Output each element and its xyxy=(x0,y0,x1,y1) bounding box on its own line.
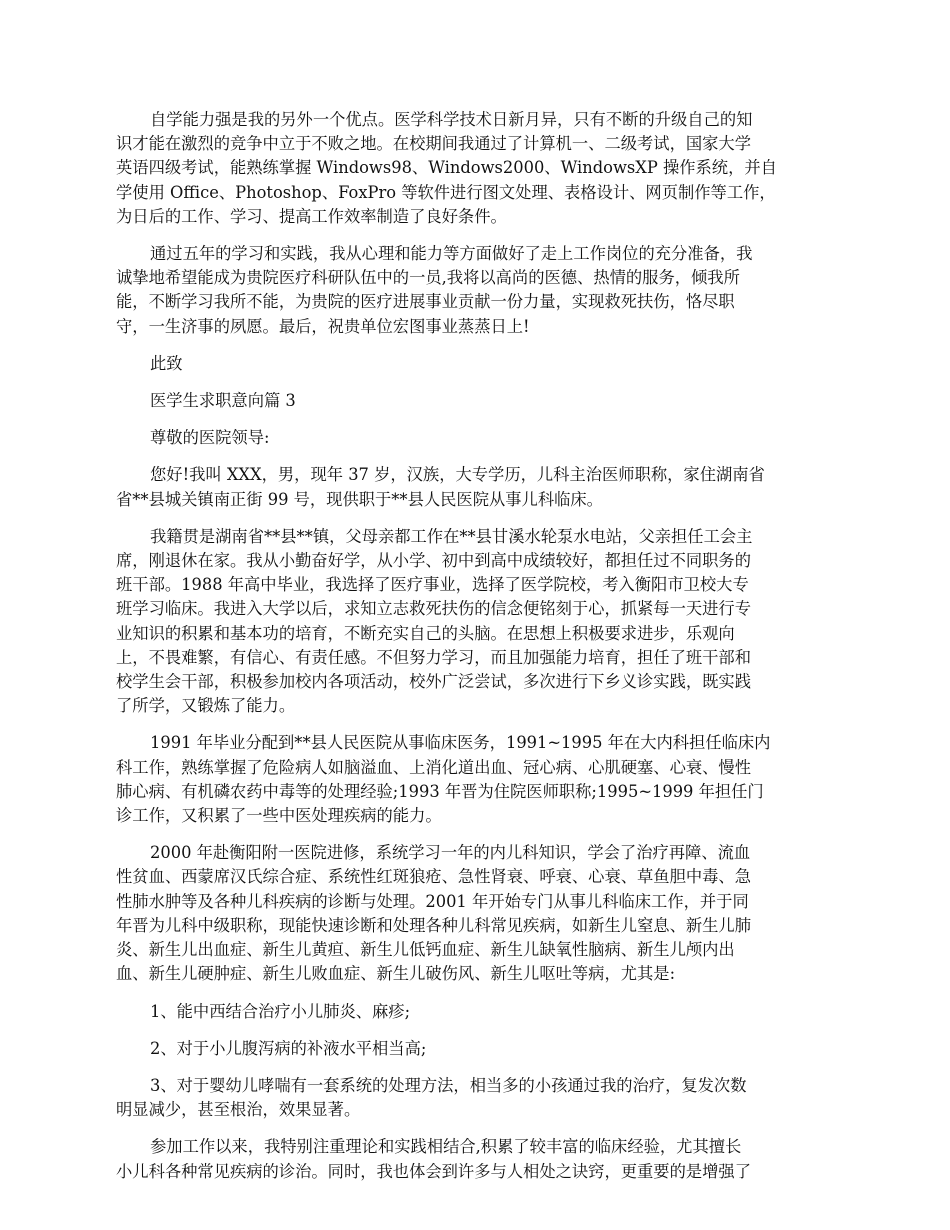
paragraph xyxy=(116,426,838,450)
text-line: 班学习临床。我进入大学以后，求知立志救死扶伤的信念便铭刻于心，抓紧每一天进行专 xyxy=(116,599,751,619)
text-line: 了所学，又锻炼了能力。 xyxy=(116,696,296,716)
text-line: 科工作，熟练掌握了危险病人如脑溢血、上消化道出血、冠心病、心肌硬塞、心衰、慢性 xyxy=(116,757,751,777)
paragraph xyxy=(116,108,838,229)
text-line: 1、能中西结合治疗小儿肺炎、麻疹; xyxy=(150,1001,411,1021)
text-line: 2000 年赴衡阳附一医院进修，系统学习一年的内儿科知识，学会了治疗再障、流血 xyxy=(150,843,751,863)
text-line: 自学能力强是我的另外一个优点。医学科学技术日新月异，只有不断的升级自己的知 xyxy=(150,110,753,129)
paragraph xyxy=(116,389,838,413)
paragraph xyxy=(116,1074,838,1122)
text-line: 小儿科各种常见疾病的诊治。同时，我也体会到许多与人相处之诀窍，更重要的是增强了 xyxy=(116,1161,751,1181)
text-line: 肺心病、有机磷农药中毒等的处理经验;1993 年晋为住院医师职称;1995~1999 年担任门 xyxy=(116,781,764,801)
text-line: 上，不畏难繁，有信心、有责任感。不但努力学习，而且加强能力培育，担任了班干部和 xyxy=(116,647,751,667)
text-line: 能，不断学习我所不能，为贵院的医疗进展事业贡献一份力量，实现救死扶伤，恪尽职 xyxy=(116,292,735,312)
text-line: 此致 xyxy=(150,353,183,373)
text-line: 3、对于婴幼儿哮喘有一套系统的处理方法，相当多的小孩通过我的治疗，复发次数 xyxy=(150,1075,747,1095)
paragraph xyxy=(116,1000,838,1024)
text-line: 通过五年的学习和实践，我从心理和能力等方面做好了走上工作岗位的充分准备，我 xyxy=(150,244,753,264)
text-line: 我籍贯是湖南省**县**镇，父母亲都工作在**县甘溪水轮泵水电站，父亲担任工会主 xyxy=(150,526,753,546)
text-line: 2、对于小儿腹泻病的补液水平相当高; xyxy=(150,1038,427,1058)
paragraph xyxy=(116,1135,838,1183)
paragraph xyxy=(116,1037,838,1061)
text-line: 识才能在激烈的竞争中立于不败之地。在校期间我通过了计算机一、二级考试，国家大学 xyxy=(116,134,751,154)
paragraph xyxy=(116,841,838,986)
text-line: 学使用 Office、Photoshop、FoxPro 等软件进行图文处理、表格设计、网页制作等工作， xyxy=(116,182,776,202)
text-line: 班干部。1988 年高中毕业，我选择了医疗事业，选择了医学院校，考入衡阳市卫校大专 xyxy=(116,575,749,595)
paragraph xyxy=(116,242,838,339)
text-line: 明显减少，甚至根治，效果显著。 xyxy=(116,1100,361,1120)
text-line: 席，刚退休在家。我从小勤奋好学，从小学、初中到高中成绩较好，都担任过不同职务的 xyxy=(116,551,751,571)
text-line: 省**县城关镇南正街 99 号，现供职于**县人民医院从事儿科临床。 xyxy=(116,489,603,509)
text-line: 年晋为儿科中级职称，现能快速诊断和处理各种儿科常见疾病，如新生儿窒息、新生儿肺 xyxy=(116,915,751,935)
paragraph xyxy=(116,352,838,376)
document-page xyxy=(116,108,838,1197)
text-line: 医学生求职意向篇 3 xyxy=(150,391,296,411)
text-line: 英语四级考试，能熟练掌握 Windows98、Windows2000、WindowsXP 操作系统，并自 xyxy=(116,158,777,178)
text-line: 性贫血、西蒙席汉氏综合症、系统性红斑狼疮、急性肾衰、呼衰、心衰、草鱼胆中毒、急 xyxy=(116,867,751,887)
text-line: 参加工作以来，我特别注重理论和实践相结合,积累了较丰富的临床经验，尤其擅长 xyxy=(150,1137,742,1157)
text-line: 诚挚地希望能成为贵院医疗科研队伍中的一员,我将以高尚的医德、热情的服务，倾我所 xyxy=(116,268,740,288)
paragraph xyxy=(116,525,838,719)
text-line: 守，一生济事的夙愿。最后，祝贵单位宏图事业蒸蒸日上! xyxy=(116,316,530,336)
text-line: 1991 年毕业分配到**县人民医院从事临床医务，1991~1995 年在大内科担任临床内 xyxy=(150,733,771,753)
text-line: 性肺水肿等及各种儿科疾病的诊断与处理。2001 年开始专门从事儿科临床工作，并于同 xyxy=(116,891,749,911)
text-line: 校学生会干部，积极参加校内各项活动，校外广泛尝试，多次进行下乡义诊实践，既实践 xyxy=(116,672,751,692)
text-line: 诊工作，又积累了一些中医处理疾病的能力。 xyxy=(116,806,442,826)
text-line: 血、新生儿硬肿症、新生儿败血症、新生儿破伤风、新生儿呕吐等病，尤其是: xyxy=(116,964,676,984)
text-line: 尊敬的医院领导: xyxy=(150,428,270,448)
text-line: 您好!我叫 XXX，男，现年 37 岁，汉族，大专学历，儿科主治医师职称，家住湖南省 xyxy=(150,465,765,485)
paragraph xyxy=(116,463,838,511)
text-line: 炎、新生儿出血症、新生儿黄疸、新生儿低钙血症、新生儿缺氧性脑病、新生儿颅内出 xyxy=(116,940,735,960)
paragraph xyxy=(116,731,838,828)
text-line: 业知识的积累和基本功的培育，不断充实自己的头脑。在思想上积极要求进步，乐观向 xyxy=(116,623,735,643)
text-line: 为日后的工作、学习、提高工作效率制造了良好条件。 xyxy=(116,206,507,226)
